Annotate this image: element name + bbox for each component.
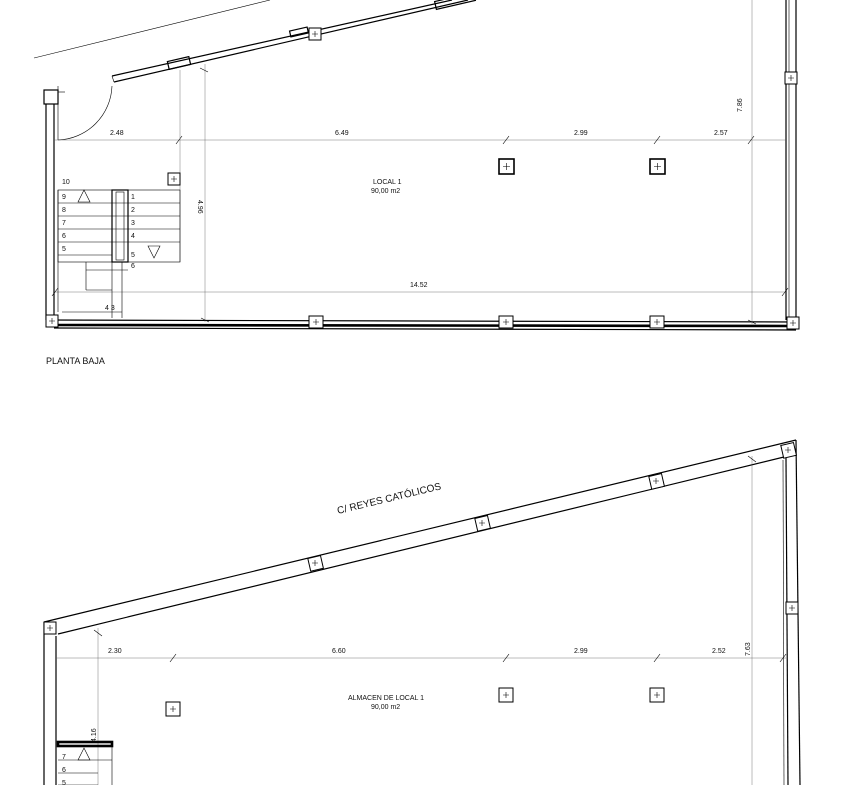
ground-floor-slanted-facade — [34, 0, 475, 82]
column-marker — [168, 173, 180, 185]
stair-step-r3: 3 — [131, 220, 135, 227]
dim-bottom: 14.52 — [410, 282, 428, 289]
column-marker — [309, 28, 321, 40]
column-marker — [308, 556, 324, 572]
door-swing — [58, 86, 112, 140]
dim-depth-right: 7.86 — [737, 98, 744, 112]
ground-floor-right-wall — [786, 0, 796, 322]
upper-floor-left-wall — [44, 622, 56, 785]
dim-top-1: 2.48 — [110, 130, 124, 137]
upper-floor-columns — [44, 443, 798, 716]
dim-depth-left: 4.96 — [196, 200, 203, 214]
column-marker — [475, 516, 491, 532]
upper-dim-top-3: 2.99 — [574, 648, 588, 655]
ground-floor-plan — [34, 0, 799, 366]
stair-step-10: 10 — [62, 179, 70, 186]
stair-step-r2: 2 — [131, 207, 135, 214]
stair-step-9: 9 — [62, 194, 66, 201]
dim-top-3: 2.99 — [574, 130, 588, 137]
ground-floor-top-dimensions — [54, 130, 786, 144]
dim-top-2: 6.49 — [335, 130, 349, 137]
column-marker — [46, 315, 58, 327]
upper-dim-top-2: 6.60 — [332, 648, 346, 655]
staircase — [58, 179, 180, 318]
room-name-local-1: LOCAL 1 — [373, 179, 402, 186]
ground-floor-left-wall — [44, 90, 65, 320]
upper-floor-plan — [44, 440, 800, 785]
upper-dim-stair: 4.16 — [91, 728, 98, 742]
stair-step-r6: 6 — [131, 263, 135, 270]
room-area-almacen: 90,00 m2 — [371, 704, 401, 711]
column-marker — [499, 159, 514, 174]
stair-step-r1: 1 — [131, 194, 135, 201]
column-marker — [781, 443, 797, 459]
ground-floor-caption: PLANTA BAJA — [46, 356, 105, 366]
stair-step-8: 8 — [62, 207, 66, 214]
ground-floor-bottom-dimension — [52, 282, 788, 296]
column-marker — [649, 474, 665, 490]
column-marker — [499, 316, 513, 328]
upper-floor-top-dimensions — [56, 456, 786, 785]
column-marker — [787, 317, 799, 329]
column-marker — [650, 159, 665, 174]
upper-dim-top-4: 2.52 — [712, 648, 726, 655]
stair-step-7: 7 — [62, 220, 66, 227]
column-marker — [650, 688, 664, 702]
room-name-almacen: ALMACEN DE LOCAL 1 — [348, 695, 424, 702]
upper-floor-slanted-facade — [44, 440, 796, 636]
ground-floor-bottom-wall — [46, 320, 796, 330]
upper-stair-step-5: 5 — [62, 780, 66, 785]
stair-step-r4: 4 — [131, 233, 135, 240]
column-marker — [499, 688, 513, 702]
column-marker — [309, 316, 323, 328]
column-marker — [786, 602, 798, 614]
column-marker — [166, 702, 180, 716]
stair-step-5: 5 — [62, 246, 66, 253]
room-area-local-1: 90,00 m2 — [371, 188, 401, 195]
street-name: C/ REYES CATÓLICOS — [336, 481, 443, 517]
upper-dim-top-1: 2.30 — [108, 648, 122, 655]
ground-floor-vertical-dimensions — [180, 0, 756, 324]
dim-top-4: 2.57 — [714, 130, 728, 137]
stair-step-6: 6 — [62, 233, 66, 240]
stair-step-bottom: 4 3 — [105, 305, 115, 312]
column-marker — [785, 72, 797, 84]
upper-stair-step-6: 6 — [62, 767, 66, 774]
stair-step-r5: 5 — [131, 252, 135, 259]
column-marker — [650, 316, 664, 328]
upper-floor-staircase — [58, 742, 112, 785]
column-marker — [44, 622, 56, 634]
upper-dim-depth-right: 7.63 — [745, 642, 752, 656]
upper-stair-step-7: 7 — [62, 754, 66, 761]
